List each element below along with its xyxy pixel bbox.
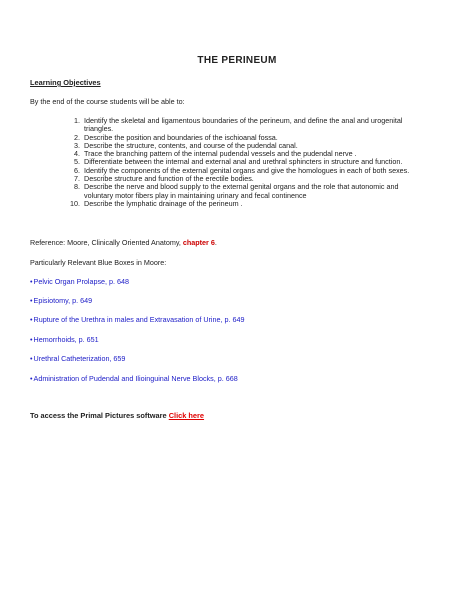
blue-box-link-hemorrhoids[interactable]	[30, 335, 99, 344]
objective-text: Trace the branching pattern of the internal pudendal vessels and the pudendal nerve .	[84, 149, 357, 159]
objective-text: Describe structure and function of the erectile bodies.	[84, 174, 254, 184]
objective-number: 6.	[74, 165, 80, 175]
bullet-icon: •	[30, 335, 33, 344]
objective-text: Differentiate between the internal and external anal and urethral sphincters in structure and function.	[84, 157, 403, 167]
objective-text: Describe the structure, contents, and course of the pudendal canal.	[84, 140, 298, 150]
objective-number: 10.	[70, 198, 80, 208]
objective-number: 5.	[74, 157, 80, 167]
objective-number: 1.	[74, 116, 80, 125]
objective-text: Identify the components of the external genital organs and give the homologues in each of both sexes.	[84, 165, 410, 175]
objective-number: 8.	[74, 182, 80, 192]
blue-box-link-text: Urethral Catheterization, 659	[33, 354, 126, 363]
blue-box-link-urethra-rupture[interactable]	[30, 315, 244, 324]
blue-box-link-text: Rupture of the Urethra in males and Extravasation of Urine, p. 649	[33, 315, 245, 324]
objective-item	[72, 200, 412, 208]
intro-text: By the end of the course students will be able to:	[30, 97, 185, 106]
objective-text: Describe the nerve and blood supply to the external genital organs and the role that autonomic and voluntary motor fibers play in maintaining urinary and fecal continence	[84, 182, 399, 200]
blue-boxes-heading: Particularly Relevant Blue Boxes in Moore:	[30, 258, 167, 267]
blue-box-link-nerve-blocks[interactable]	[30, 374, 238, 383]
primal-pictures-text: To access the Primal Pictures software	[30, 411, 169, 420]
objective-item	[72, 117, 412, 134]
page-title: THE PERINEUM	[197, 55, 277, 66]
objective-number: 2.	[74, 132, 80, 142]
blue-box-link-text: Administration of Pudendal and Ilioinguinal Nerve Blocks, p. 668	[33, 374, 238, 383]
primal-pictures-line	[30, 411, 204, 420]
bullet-icon: •	[30, 296, 33, 305]
blue-box-link-text: Episiotomy, p. 649	[33, 296, 93, 305]
blue-box-link-urethral-catheterization[interactable]	[30, 354, 125, 363]
objective-number: 7.	[74, 174, 80, 184]
blue-box-link-pelvic-organ-prolapse[interactable]	[30, 277, 129, 286]
objective-number: 3.	[74, 140, 80, 150]
reference-line	[30, 238, 217, 247]
bullet-icon: •	[30, 315, 33, 324]
objective-number: 4.	[74, 149, 80, 159]
blue-box-link-episiotomy[interactable]	[30, 296, 92, 305]
reference-chapter: chapter 6	[182, 238, 215, 247]
objective-text: Describe the position and boundaries of the ischioanal fossa.	[84, 132, 278, 142]
bullet-icon: •	[30, 277, 33, 286]
blue-box-link-text: Pelvic Organ Prolapse, p. 648	[33, 277, 130, 286]
bullet-icon: •	[30, 354, 33, 363]
reference-suffix: .	[214, 238, 217, 247]
objective-text: Identify the skeletal and ligamentous boundaries of the perineum, and define the anal and urogenital triangles.	[84, 116, 403, 134]
objective-text: Describe the lymphatic drainage of the perineum .	[84, 198, 243, 208]
blue-box-link-text: Hemorrhoids, p. 651	[33, 335, 99, 344]
reference-prefix: Reference: Moore, Clinically Oriented Anatomy,	[30, 238, 183, 247]
objectives-list	[72, 117, 412, 208]
learning-objectives-heading: Learning Objectives	[30, 78, 101, 87]
objective-item	[72, 183, 412, 200]
click-here-link[interactable]: Click here	[168, 411, 205, 420]
bullet-icon: •	[30, 374, 33, 383]
